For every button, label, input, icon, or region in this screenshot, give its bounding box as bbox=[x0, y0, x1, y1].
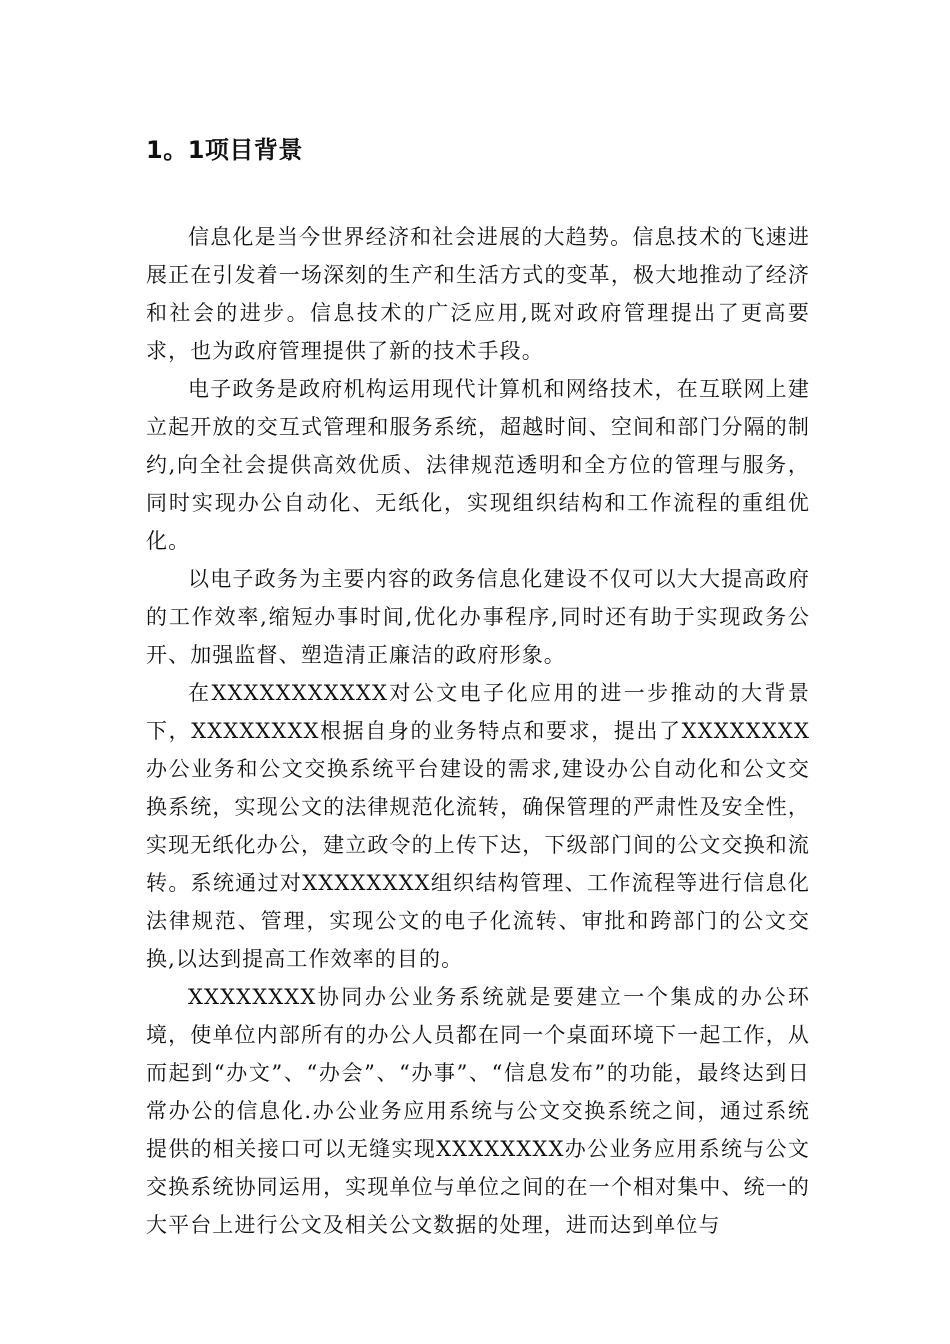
paragraph-collaborative-office: XXXXXXXX协同办公业务系统就是要建立一个集成的办公环境，使单位内部所有的办公人员都在同一个桌面环境下一起工作，从而起到“办文”、“办会”、“办事”、“信息发布”的功能，最终达到日常办公的信息化.办公业务应用系统与公文交换系统之间，通过系统提供的相关接口可以无缝实现XXXXXXXX办公业务应用系统与公文交换系统协同运用，实现单位与单位之间的在一个相对集中、统一的大平台上进行公文及相关公文数据的处理，进而达到单位与 bbox=[146, 985, 810, 1237]
paragraph-e-government: 电子政务是政府机构运用现代计算机和网络技术，在互联网上建立起开放的交互式管理和服务系统，超越时间、空间和部门分隔的制约,向全社会提供高效优质、法律规范透明和全方位的管理与服务，同时实现办公自动化、无纸化，实现组织结构和工作流程的重组优化。 bbox=[146, 377, 810, 553]
paragraph-informatization: 信息化是当今世界经济和社会进展的大趋势。信息技术的飞速进展正在引发着一场深刻的生产和生活方式的变革，极大地推动了经济和社会的进步。信息技术的广泛应用,既对政府管理提出了更高要求，也为政府管理提供了新的技术手段。 bbox=[146, 225, 810, 363]
paragraph-requirements: 在XXXXXXXXXXX对公文电子化应用的进一步推动的大背景下，XXXXXXXX根据自身的业务特点和要求，提出了XXXXXXXX办公业务和公文交换系统平台建设的需求,建设办公自动化和公文交换系统，实现公文的法律规范化流转，确保管理的严肃性及安全性，实现无纸化办公，建立政令的上传下达，下级部门间的公文交换和流转。系统通过对XXXXXXXX组织结构管理、工作流程等进行信息化法律规范、管理，实现公文的电子化流转、审批和跨部门的公文交换,以达到提高工作效率的目的。 bbox=[146, 681, 810, 971]
section-heading: 1。1项目背景 bbox=[146, 136, 303, 164]
body-text bbox=[146, 218, 810, 1244]
paragraph-efficiency: 以电子政务为主要内容的政务信息化建设不仅可以大大提高政府的工作效率,缩短办事时间,优化办事程序,同时还有助于实现政务公开、加强监督、塑造清正廉洁的政府形象。 bbox=[146, 567, 810, 667]
